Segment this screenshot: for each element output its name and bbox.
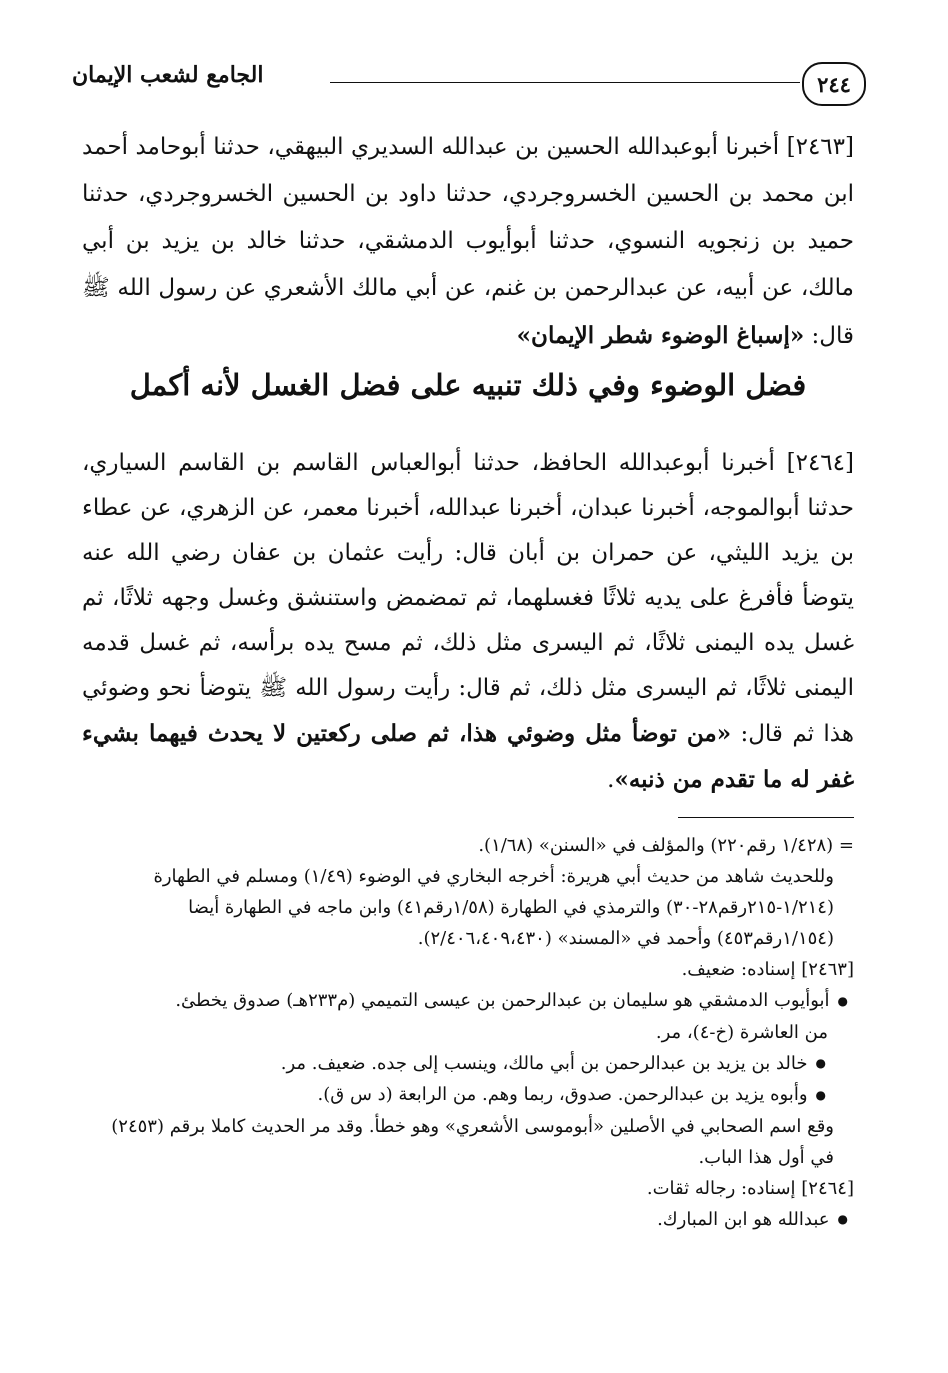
footnote-sahabi-note: وقع اسم الصحابي في الأصلين «أبوموسى الأشعري» وهو خطأ. وقد مر الحديث كاملا برقم (٢٤٥٣) في أول هذا الباب. xyxy=(111,1115,834,1168)
footnote-bullet-abdullah: ● عبدالله هو ابن المبارك. xyxy=(82,1204,854,1236)
footnote-bullet-khalid: ● خالد بن يزيد بن عبدالرحمن بن أبي مالك، وينسب إلى جده. ضعيف. مر. xyxy=(82,1048,854,1080)
page-number: ٢٤٤ xyxy=(802,62,866,106)
hadith-2464-paragraph xyxy=(82,441,854,803)
footnotes xyxy=(82,830,854,1235)
hadith-2463-matn: «إسباغ الوضوء شطر الإيمان» xyxy=(516,322,805,349)
footnote-2463-isnad: [٢٤٦٣] إسناده: ضعيف. xyxy=(681,959,854,980)
hadith-2464 xyxy=(82,441,854,803)
book-title: الجامع لشعب الإيمان xyxy=(72,62,264,88)
hadith-2463-qala: قال: xyxy=(811,323,854,349)
running-header xyxy=(72,48,872,108)
hadith-2463-text: [٢٤٦٣] أخبرنا أبوعبدالله الحسين بن عبدالله السديري البيهقي، حدثنا أبوحامد أحمد ابن محمد بن الحسين الخسروجردي، حدثنا داود بن الحسين الخسروجردي، حدثنا حميد بن زنجويه النسوي، حدثنا أبوأيوب الدمشقي، حدثنا خالد بن يزيد بن أبي مالك، عن أبيه، عن عبدالرحمن بن غنم، عن أبي مالك الأشعري عن رسول الله ﷺ xyxy=(82,134,854,301)
hadith-2464-matn: «من توضأ مثل وضوئي هذا، ثم صلى ركعتين لا يحدث فيهما بشيء غفر له ما تقدم من ذنبه» xyxy=(82,720,854,793)
hadith-2463 xyxy=(82,124,854,360)
header-rule xyxy=(330,82,800,83)
footnote-separator xyxy=(678,817,854,818)
footnote-bullet-abu-ayyub-cont: من العاشرة (خ-٤)، مر. xyxy=(655,1021,828,1043)
hadith-2464-end: . xyxy=(607,767,615,793)
footnote-shahid: وللحديث شاهد من حديث أبي هريرة: أخرجه البخاري في الوضوء (١/٤٩) ومسلم في الطهارة (١/٢١٤-٢١٥رقم٢٨-٣٠) والترمذي في الطهارة (١/٥٨رقم٤١) وابن ماجه في الطهارة أيضا (١/١٥٤رقم٤٥٣) وأحمد في «المسند» (٢/٤٠٦،٤٠٩،٤٣٠). xyxy=(153,866,834,949)
section-heading: فضل الوضوء وفي ذلك تنبيه على فضل الغسل لأنه أكمل xyxy=(129,368,807,402)
footnote-2464-isnad: [٢٤٦٤] إسناده: رجاله ثقات. xyxy=(646,1177,854,1199)
hadith-2463-paragraph xyxy=(82,124,854,360)
footnote-bullet-abu-ayyub: ● أبوأيوب الدمشقي هو سليمان بن عبدالرحمن بن عيسى التميمي (م٢٣٣هـ) صدوق يخطئ. xyxy=(82,985,854,1017)
footnote-bullet-yazid: ● وأبوه يزيد بن عبدالرحمن. صدوق، ربما وهم. من الرابعة (د س ق). xyxy=(82,1079,854,1111)
hadith-2464-text: [٢٤٦٤] أخبرنا أبوعبدالله الحافظ، حدثنا أبوالعباس القاسم بن القاسم السياري، حدثنا أبوالموجه، أخبرنا عبدان، أخبرنا عبدالله، أخبرنا معمر، عن الزهري، عن عطاء بن يزيد الليثي، عن حمران بن أبان قال: رأيت عثمان بن عفان رضي الله عنه يتوضأ فأفرغ على يديه ثلاثًا فغسلهما، ثم تمضمض واستنشق وغسل وجهه ثلاثًا، ثم غسل يده اليمنى ثلاثًا، ثم اليسرى مثل ذلك، ثم مسح يده برأسه، ثم غسل قدمه اليمنى ثلاثًا، ثم اليسرى مثل ذلك، ثم قال: رأيت رسول الله ﷺ يتوضأ نحو وضوئي هذا ثم قال: xyxy=(82,450,854,747)
footnote-continuation: = (١/٤٢٨ رقم٢٢٠) والمؤلف في «السنن» (١/٦٨). xyxy=(478,835,854,856)
